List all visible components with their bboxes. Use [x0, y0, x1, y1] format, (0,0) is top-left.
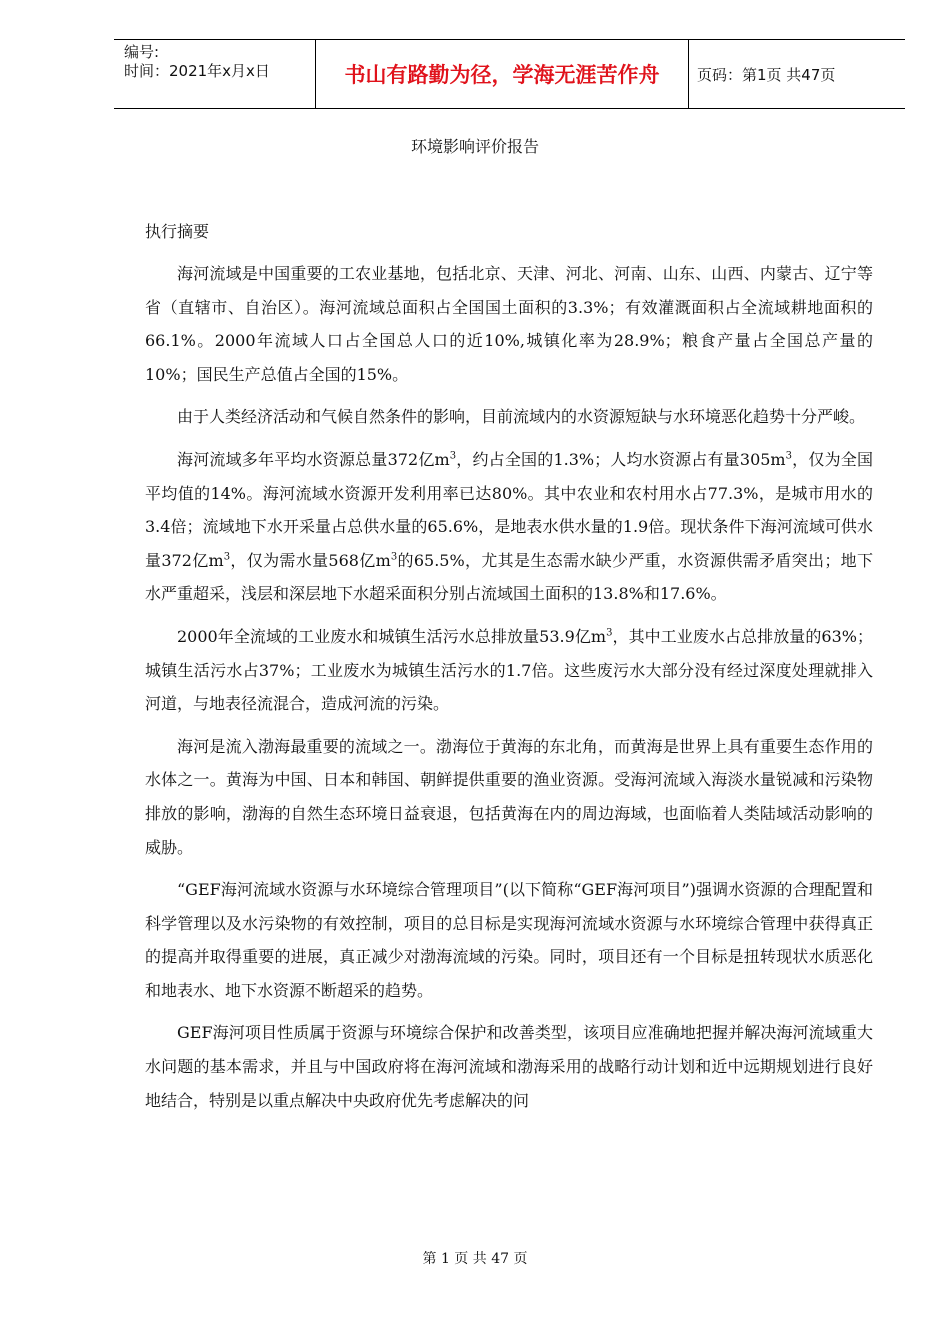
header-meta	[114, 40, 316, 108]
paragraph-3	[145, 443, 873, 611]
p4-part-a: 2000年全流域的工业废水和城镇生活污水总排放量53.9亿m	[177, 626, 607, 646]
p3-part-d: ，仅为需水量568亿m	[230, 550, 391, 570]
p3-sup-1: 3	[449, 450, 457, 462]
page-header	[114, 39, 905, 109]
paragraph-6: “GEF海河流域水资源与水环境综合管理项目”(以下简称“GEF海河项目”)强调水资源的合理配置和科学管理以及水污染物的有效控制，项目的总目标是实现海河流域水资源与水环境综合管理中获得真正的提高并取得重要的进展，真正减少对渤海流域的污染。同时，项目还有一个目标是扭转现状水质恶化和地表水、地下水资源不断超采的趋势。	[145, 880, 873, 1000]
paragraph-4	[145, 620, 873, 721]
header-motto: 书山有路勤为径，学海无涯苦作舟	[316, 40, 689, 108]
p3-part-b: ，约占全国的1.3%；人均水资源占有量305m	[456, 449, 786, 469]
p3-part-a: 海河流域多年平均水资源总量372亿m	[177, 449, 450, 469]
paragraph-2: 由于人类经济活动和气候自然条件的影响，目前流域内的水资源短缺与水环境恶化趋势十分严峻。	[177, 407, 866, 427]
document-body	[145, 257, 873, 1126]
page-footer: 第 1 页 共 47 页	[422, 1251, 528, 1267]
p4-sup: 3	[606, 627, 613, 639]
paragraph-7: GEF海河项目性质属于资源与环境综合保护和改善类型，该项目应准确地把握并解决海河流域重大水问题的基本需求，并且与中国政府将在海河流域和渤海采用的战略行动计划和近中远期规划进行良好地结合，特别是以重点解决中央政府优先考虑解决的问	[145, 1023, 873, 1110]
document-time-label: 时间：2021年x月x日	[124, 62, 270, 80]
paragraph-1: 海河流域是中国重要的工农业基地，包括北京、天津、河北、河南、山东、山西、内蒙古、辽宁等省（直辖市、自治区）。海河流域总面积占全国国土面积的3.3%；有效灌溉面积占全流域耕地面积的66.1%。2000年流域人口占全国总人口的近10%,城镇化率为28.9%；粮食产量占全国总产量的10%；国民生产总值占全国的15%。	[145, 264, 873, 384]
p4-part-b: ，其中工业废水占总排放量的63%；城镇生活污水占37%；工业废水为城镇生活污水的1.7倍。这些废污水大部分没有经过深度处理就排入河道，与地表径流混合，造成河流的污染。	[145, 626, 873, 714]
p3-sup-3: 3	[223, 551, 231, 563]
p3-sup-4: 3	[390, 551, 398, 563]
paragraph-5: 海河是流入渤海最重要的流域之一。渤海位于黄海的东北角，而黄海是世界上具有重要生态作用的水体之一。黄海为中国、日本和韩国、朝鲜提供重要的渔业资源。受海河流域入海淡水量锐减和污染物排放的影响，渤海的自然生态环境日益衰退，包括黄海在内的周边海域，也面临着人类陆域活动影响的威胁。	[145, 736, 873, 857]
document-title: 环境影响评价报告	[410, 137, 539, 156]
document-number-label: 编号:	[124, 43, 160, 61]
p3-part-c: ，仅为全国平均值的14%。海河流域水资源开发利用率已达80%。其中农业和农村用水占77.3%，是城市用水的3.4倍；流域地下水开采量占总供水量的65.6%，是地表水供水量的1.9倍。现状条件下海河流域可供水量372亿m	[145, 449, 873, 570]
header-page-info: 页码：第1页 共47页	[697, 65, 836, 84]
p3-part-e: 的65.5%，尤其是生态需水缺少严重，水资源供需矛盾突出；地下水严重超采，浅层和深层地下水超采面积分别占流域国土面积的13.8%和17.6%。	[145, 550, 873, 604]
section-heading: 执行摘要	[145, 222, 210, 241]
p3-sup-2: 3	[785, 450, 792, 462]
